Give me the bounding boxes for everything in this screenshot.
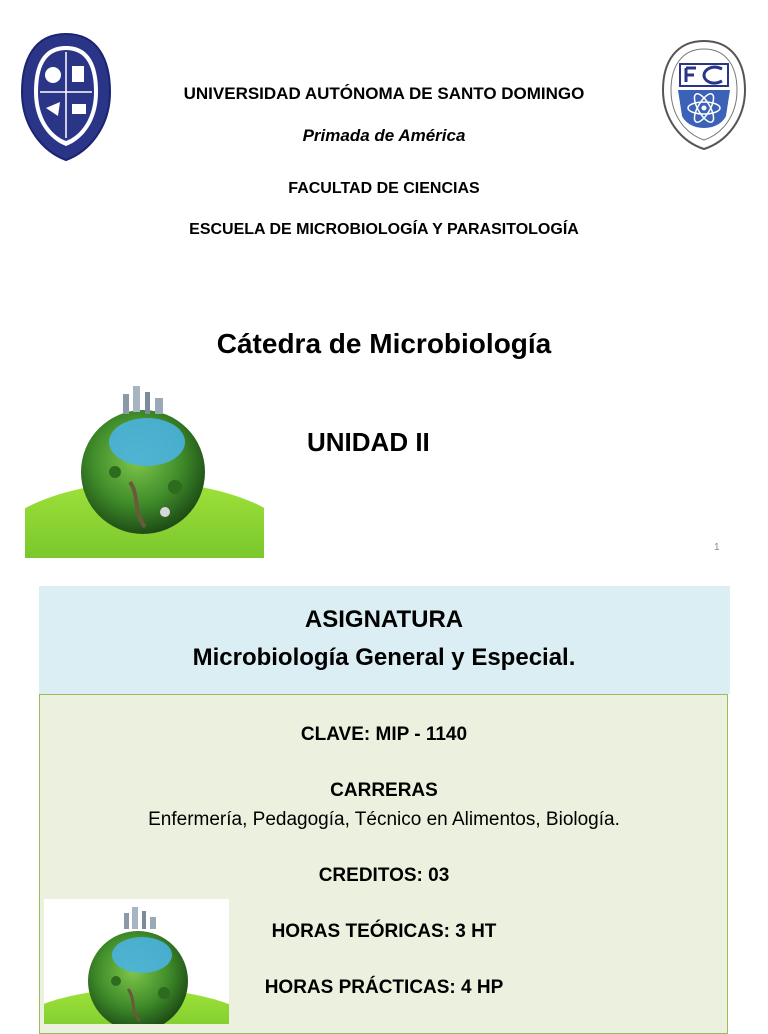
faculty-name: FACULTAD DE CIENCIAS <box>288 180 480 197</box>
chair-title: Cátedra de Microbiología <box>216 328 552 359</box>
school-name: ESCUELA DE MICROBIOLOGÍA Y PARASITOLOGÍA <box>189 221 579 238</box>
credits: CREDITOS: 03 <box>318 865 450 886</box>
subject-header-panel <box>39 586 730 694</box>
slide-number: 1 <box>714 542 720 553</box>
subject-label: ASIGNATURA <box>304 606 464 633</box>
subject-name: Microbiología General y Especial. <box>192 644 576 671</box>
unit-title: UNIDAD II <box>307 427 430 457</box>
subject-code: CLAVE: MIP - 1140 <box>300 724 468 745</box>
eco-globe-illustration <box>25 372 264 558</box>
eco-globe-illustration <box>44 899 229 1024</box>
university-motto: Primada de América <box>302 126 466 145</box>
theory-hours: HORAS TEÓRICAS: 3 HT <box>271 921 497 942</box>
careers-list: Enfermería, Pedagogía, Técnico en Alimentos, Biología. <box>148 809 620 830</box>
careers-label: CARRERAS <box>330 780 438 801</box>
university-name: UNIVERSIDAD AUTÓNOMA DE SANTO DOMINGO <box>183 84 585 103</box>
practice-hours: HORAS PRÁCTICAS: 4 HP <box>264 977 504 998</box>
